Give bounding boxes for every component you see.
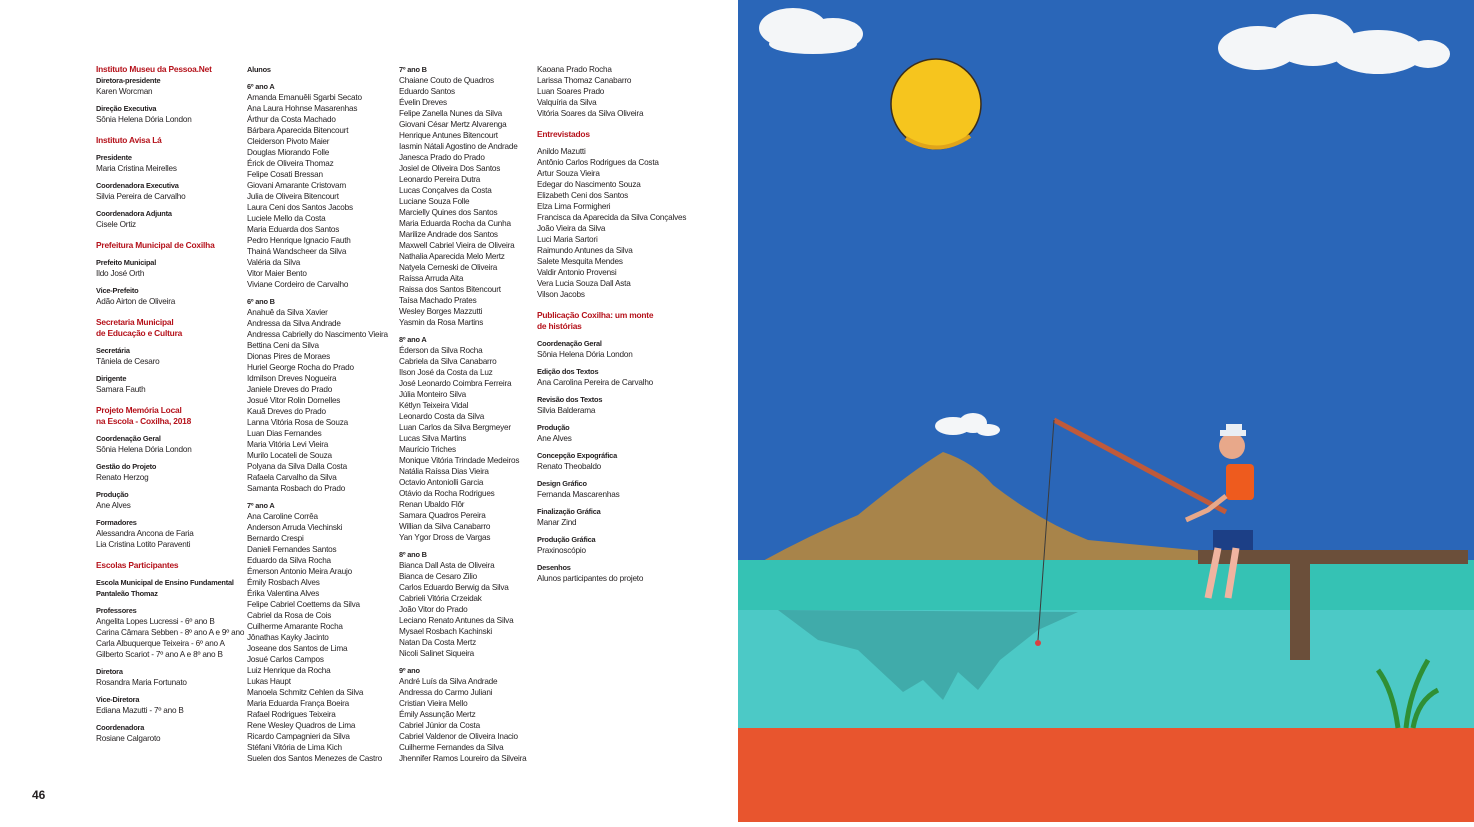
name-entry: Érick de Oliveira Thomaz (247, 159, 334, 168)
name-entry: Felipe Cabriel Coettems da Silva (247, 600, 360, 609)
class-label: 8º ano A (399, 335, 427, 344)
name-entry: Émily Rosbach Alves (247, 578, 320, 587)
name-entry: Andressa da Silva Andrade (247, 319, 341, 328)
name-entry: Marcielly Quines dos Santos (399, 208, 498, 217)
name-entry: Willian da Silva Canabarro (399, 522, 491, 531)
name-entry: Bettina Ceni da Silva (247, 341, 319, 350)
role-label: Diretora-presidente (96, 76, 161, 85)
credits-column-1 (96, 64, 244, 744)
name-entry: Ane Alves (537, 434, 572, 443)
name-entry: Maxwell Cabriel Vieira de Oliveira (399, 241, 515, 250)
section-heading: Instituto Museu da Pessoa.Net (96, 64, 212, 74)
role-label: Revisão dos Textos (537, 395, 603, 404)
sky (738, 0, 1474, 560)
name-entry: Angelita Lopes Lucressi - 6º ano B (96, 617, 215, 626)
spacer (96, 307, 244, 317)
name-entry: Renato Herzog (96, 473, 149, 482)
name-entry: André Luís da Silva Andrade (399, 677, 498, 686)
name-entry: Stéfani Vitória de Lima Kich (247, 743, 342, 752)
name-entry: Chaiane Couto de Quadros (399, 76, 494, 85)
name-entry: Cabrieli Vitória Crzeidak (399, 594, 482, 603)
name-entry: Alunos participantes do projeto (537, 574, 644, 583)
name-entry: Cisele Ortiz (96, 220, 136, 229)
credits-column-4 (537, 64, 686, 584)
name-entry: Érika Valentina Alves (247, 589, 320, 598)
spacer (96, 125, 244, 135)
name-entry: Leonardo Pereira Dutra (399, 175, 481, 184)
name-entry: Rosandra Maria Fortunato (96, 678, 187, 687)
name-entry: Larissa Thomaz Canabarro (537, 76, 632, 85)
name-entry: Leciano Renato Antunes da Silva (399, 616, 514, 625)
name-entry: Janiele Dreves do Prado (247, 385, 333, 394)
section-heading: Prefeitura Municipal de Coxilha (96, 240, 215, 250)
name-entry: Tânielа de Cesaro (96, 357, 160, 366)
name-entry: João Vieira da Silva (537, 224, 606, 233)
name-entry: Karen Worcman (96, 87, 153, 96)
name-entry: Viviane Cordeiro de Carvalho (247, 280, 349, 289)
class-label: 6º ano A (247, 82, 275, 91)
section-heading: de Educação e Cultura (96, 328, 183, 338)
name-entry: Nathalia Aparecida Melo Mertz (399, 252, 505, 261)
name-entry: Yasmin da Rosa Martins (399, 318, 484, 327)
name-entry: Anildo Mazutti (537, 147, 586, 156)
class-label: 9º ano (399, 666, 420, 675)
role-label: Design Gráfico (537, 479, 587, 488)
name-entry: Lia Cristina Lotito Paraventi (96, 540, 191, 549)
name-entry: Artur Souza Vieira (537, 169, 600, 178)
name-entry: Julia de Oliveira Bitencourt (247, 192, 339, 201)
name-entry: Praxinoscópio (537, 546, 586, 555)
name-entry: Adão Airton de Oliveira (96, 297, 176, 306)
name-entry: Idmilson Dreves Nogueira (247, 374, 337, 383)
name-entry: Rafael Rodrigues Teixeira (247, 710, 336, 719)
name-entry: Maria Vitória Levi Vieira (247, 440, 329, 449)
name-entry: Octavio Antoniolli Garcia (399, 478, 484, 487)
class-label: 7º ano B (399, 65, 427, 74)
name-entry: Renan Ubaldo Flôr (399, 500, 465, 509)
name-entry: Maurício Triches (399, 445, 456, 454)
name-entry: Carla Albuquerque Teixeira - 6º ano A (96, 639, 225, 648)
name-entry: Silvia Balderama (537, 406, 596, 415)
role-label: Coordenadora Executiva (96, 181, 179, 190)
name-entry: Rene Wesley Quadros de Lima (247, 721, 356, 730)
role-label: Professores (96, 606, 137, 615)
name-entry: Luciele Mello da Costa (247, 214, 326, 223)
name-entry: José Leonardo Coimbra Ferreira (399, 379, 512, 388)
role-label: Gestão do Projeto (96, 462, 157, 471)
name-entry: Bianca de Cesaro Zilio (399, 572, 477, 581)
role-label: Produção (537, 423, 570, 432)
name-entry: Mysael Rosbach Kachinski (399, 627, 493, 636)
name-entry: Raimundo Antunes da Silva (537, 246, 633, 255)
left-page (0, 0, 738, 822)
name-entry: Yan Ygor Dross de Vargas (399, 533, 491, 542)
name-entry: Ana Laura Hohnse Masarenhas (247, 104, 358, 113)
spacer (96, 230, 244, 240)
name-entry: Marilize Andrade dos Santos (399, 230, 498, 239)
role-label: Coordenação Geral (537, 339, 602, 348)
name-entry: Laura Ceni dos Santos Jacobs (247, 203, 353, 212)
name-entry: Gilberto Scariot - 7º ano A e 8º ano B (96, 650, 223, 659)
name-entry: Cleiderson Pivoto Maier (247, 137, 330, 146)
name-entry: Ediana Mazutti - 7º ano B (96, 706, 184, 715)
name-entry: Edegar do Nascimento Souza (537, 180, 641, 189)
section-heading: Secretaria Municipal (96, 317, 174, 327)
section-heading: Entrevistados (537, 129, 590, 139)
name-entry: Manoela Schmitz Cehlen da Silva (247, 688, 364, 697)
name-entry: Taísa Machado Prates (399, 296, 477, 305)
name-entry: Amanda Emanuêli Sgarbi Secato (247, 93, 362, 102)
name-entry: Rafaela Carvalho da Silva (247, 473, 337, 482)
name-entry: Josiel de Oliveira Dos Santos (399, 164, 501, 173)
name-entry: Raíssa Arruda Aita (399, 274, 464, 283)
role-label: Secretária (96, 346, 130, 355)
name-entry: Carlos Eduardo Berwig da Silva (399, 583, 509, 592)
name-entry: Cristian Vieira Mello (399, 699, 468, 708)
role-label: Finalização Gráfica (537, 507, 601, 516)
name-entry: Anahuê da Silva Xavier (247, 308, 328, 317)
name-entry: Otávio da Rocha Rodrigues (399, 489, 495, 498)
name-entry: Murilo Locateli de Souza (247, 451, 332, 460)
section-heading: na Escola - Coxilha, 2018 (96, 416, 192, 426)
name-entry: Cabriel Júnior da Costa (399, 721, 480, 730)
class-label: 6º ano B (247, 297, 275, 306)
name-entry: Luiz Henrique da Rocha (247, 666, 331, 675)
name-entry: Cabriela da Silva Canabarro (399, 357, 497, 366)
role-label: Vice-Prefeito (96, 286, 139, 295)
name-entry: Natyela Cerneski de Oliveira (399, 263, 498, 272)
name-entry: Andressa Cabrielly do Nascimento Vieira (247, 330, 388, 339)
name-entry: Elza Lima Formigheri (537, 202, 611, 211)
section-heading: Projeto Memória Local (96, 405, 182, 415)
role-label: Prefeito Municipal (96, 258, 157, 267)
name-entry: Bernardo Crespi (247, 534, 304, 543)
name-entry: Cabriel da Rosa de Cois (247, 611, 332, 620)
name-entry: Anderson Arruda Viechinski (247, 523, 343, 532)
name-entry: Maria Cristina Meirelles (96, 164, 177, 173)
name-entry: Andressa do Carmo Juliani (399, 688, 493, 697)
name-entry: Giovani Amarante Cristovam (247, 181, 347, 190)
name-entry: Kauã Dreves do Prado (247, 407, 326, 416)
class-label: 7º ano A (247, 501, 275, 510)
name-entry: Leonardo Costa da Silva (399, 412, 485, 421)
name-entry: Cuilherme Amarante Rocha (247, 622, 343, 631)
role-label: Formadores (96, 518, 137, 527)
name-entry: Manar Zind (537, 518, 577, 527)
name-entry: Éderson da Silva Rocha (399, 346, 483, 355)
name-entry: Cabriel Valdenor de Oliveira Inacio (399, 732, 518, 741)
name-entry: Sônia Helena Dória London (96, 445, 192, 454)
spacer (96, 550, 244, 560)
name-entry: Émerson Antonio Meira Araujo (247, 567, 352, 576)
name-entry: Maria Eduarda dos Santos (247, 225, 340, 234)
spacer (537, 300, 686, 310)
name-entry: Renato Theobaldo (537, 462, 602, 471)
name-entry: Maria Eduarda Rocha da Cunha (399, 219, 511, 228)
name-entry: Luan Soares Prado (537, 87, 605, 96)
class-label: 8º ano B (399, 550, 427, 559)
name-entry: Antônio Carlos Rodrigues da Costa (537, 158, 659, 167)
name-entry: Carina Câmara Sebben - 8º ano A e 9º ano (96, 628, 245, 637)
name-entry: Dionas Pires de Moraes (247, 352, 330, 361)
name-entry: Josué Carlos Campos (247, 655, 324, 664)
name-entry: Luci Maria Sartori (537, 235, 598, 244)
name-entry: Joseane dos Santos de Lima (247, 644, 348, 653)
name-entry: Lucas Conçalves da Costa (399, 186, 492, 195)
name-entry: Valéria da Silva (247, 258, 301, 267)
name-entry: Samanta Rosbach do Prado (247, 484, 346, 493)
role-label: Pantaleão Thomaz (96, 589, 158, 598)
name-entry: Vitor Maier Bento (247, 269, 307, 278)
name-entry: Vilson Jacobs (537, 290, 585, 299)
name-entry: Vitória Soares da Silva Oliveira (537, 109, 644, 118)
name-entry: Salete Mesquita Mendes (537, 257, 623, 266)
role-label: Direção Executiva (96, 104, 157, 113)
name-entry: Janescа Prado do Prado (399, 153, 485, 162)
name-entry: Valquíria da Silva (537, 98, 597, 107)
name-entry: Samara Fauth (96, 385, 146, 394)
role-label: Concepção Expográfica (537, 451, 617, 460)
illustration (738, 0, 1474, 822)
name-entry: Samara Quadros Pereira (399, 511, 486, 520)
ground (738, 728, 1474, 822)
name-entry: Ilson José da Costa da Luz (399, 368, 493, 377)
name-entry: Henrique Antunes Bitencourt (399, 131, 498, 140)
name-entry: Felipe Zanella Nunes da Silva (399, 109, 502, 118)
name-entry: Danieli Fernandes Santos (247, 545, 337, 554)
name-entry: Ricardo Campagnieri da Silva (247, 732, 350, 741)
name-entry: Évelin Dreves (399, 98, 447, 107)
name-entry: Sônia Helena Dória London (96, 115, 192, 124)
name-entry: Raissa dos Santos Bitencourt (399, 285, 501, 294)
name-entry: Cuilherme Fernandes da Silva (399, 743, 504, 752)
name-entry: Rosiane Calgaroto (96, 734, 161, 743)
name-entry: Pedro Henrique Ignacio Fauth (247, 236, 351, 245)
name-entry: Elizabeth Ceni dos Santos (537, 191, 629, 200)
name-entry: Iasmin Nátali Agostino de Andrade (399, 142, 518, 151)
name-entry: Jônathas Kayky Jacinto (247, 633, 329, 642)
spacer (537, 119, 686, 129)
name-entry: Douglas Miorando Folle (247, 148, 330, 157)
section-heading: Instituto Avisa Lá (96, 135, 162, 145)
name-entry: Ana Caroline Corrêa (247, 512, 318, 521)
name-entry: Luciane Souza Folle (399, 197, 470, 206)
role-label: Edição dos Textos (537, 367, 599, 376)
name-entry: Kaoana Prado Rocha (537, 65, 612, 74)
name-entry: Bárbara Aparecida Bitencourt (247, 126, 349, 135)
name-entry: Nicoli Salinet Siqueira (399, 649, 475, 658)
name-entry: Felipe Cosati Bressan (247, 170, 323, 179)
name-entry: João Vitor do Prado (399, 605, 468, 614)
name-entry: Valdir Antonio Provensi (537, 268, 617, 277)
name-entry: Luan Carlos da Silva Bergmeyer (399, 423, 511, 432)
role-label: Vice-Diretora (96, 695, 140, 704)
role-label: Coordenação Geral (96, 434, 161, 443)
name-entry: Polyana da Silva Dalla Costa (247, 462, 347, 471)
role-label: Escola Municipal de Ensino Fundamental (96, 578, 234, 587)
name-entry: Eduardo Santos (399, 87, 455, 96)
name-entry: Jhennifer Ramos Loureiro da Silveira (399, 754, 527, 763)
name-entry: Suelen dos Santos Menezes de Castro (247, 754, 383, 763)
role-label: Coordenadora (96, 723, 145, 732)
name-entry: Árthur da Costa Machado (247, 115, 336, 124)
name-entry: Wesley Borges Mazzutti (399, 307, 483, 316)
name-entry: Maria Eduarda França Boeira (247, 699, 350, 708)
name-entry: Eduardo da Silva Rocha (247, 556, 331, 565)
name-entry: Lanna Vitória Rosa de Souza (247, 418, 348, 427)
name-entry: Natália Raíssa Dias Vieira (399, 467, 489, 476)
name-entry: Sônia Helena Dória London (537, 350, 633, 359)
name-entry: Francisca da Aparecida da Silva Conçalves (537, 213, 687, 222)
child-drawing-icon (738, 0, 1474, 822)
spacer (96, 395, 244, 405)
name-entry: Fernanda Mascarenhas (537, 490, 620, 499)
role-label: Dirigente (96, 374, 127, 383)
section-heading: de histórias (537, 321, 582, 331)
name-entry: Ana Carolina Pereira de Carvalho (537, 378, 654, 387)
name-entry: Josué Vitor Rolin Dornelles (247, 396, 341, 405)
name-entry: Alessandra Ancona de Faria (96, 529, 194, 538)
name-entry: Kétlyn Teixeira Vidal (399, 401, 469, 410)
section-heading: Publicação Coxilha: um monte (537, 310, 654, 320)
name-entry: Ane Alves (96, 501, 131, 510)
credits-column-2 (247, 64, 388, 764)
name-entry: Lucas Silva Martins (399, 434, 467, 443)
role-label: Produção Gráfica (537, 535, 596, 544)
name-entry: Luan Dias Fernandes (247, 429, 322, 438)
role-label: Diretora (96, 667, 123, 676)
name-entry: Lukas Haupt (247, 677, 291, 686)
name-entry: Huriel George Rocha do Prado (247, 363, 354, 372)
role-label: Desenhos (537, 563, 571, 572)
name-entry: Thainá Wandscheer da Silva (247, 247, 347, 256)
name-entry: Ildo José Orth (96, 269, 145, 278)
role-label: Produção (96, 490, 129, 499)
name-entry: Natan Da Costa Mertz (399, 638, 476, 647)
credits-column-3 (399, 64, 527, 764)
name-entry: Vera Lucia Souza Dall Asta (537, 279, 631, 288)
role-label: Presidente (96, 153, 132, 162)
name-entry: Émily Assunção Mertz (399, 710, 476, 719)
name-entry: Monique Vitória Trindade Medeiros (399, 456, 520, 465)
role-label: Coordenadora Adjunta (96, 209, 172, 218)
page-number: 46 (32, 788, 46, 802)
name-entry: Júlia Monteiro Silva (399, 390, 466, 399)
role-label: Alunos (247, 65, 271, 74)
name-entry: Bianca Dall Asta de Oliveira (399, 561, 495, 570)
name-entry: Silvia Pereira de Carvalho (96, 192, 186, 201)
name-entry: Giovani César Mertz Alvarenga (399, 120, 507, 129)
section-heading: Escolas Participantes (96, 560, 179, 570)
